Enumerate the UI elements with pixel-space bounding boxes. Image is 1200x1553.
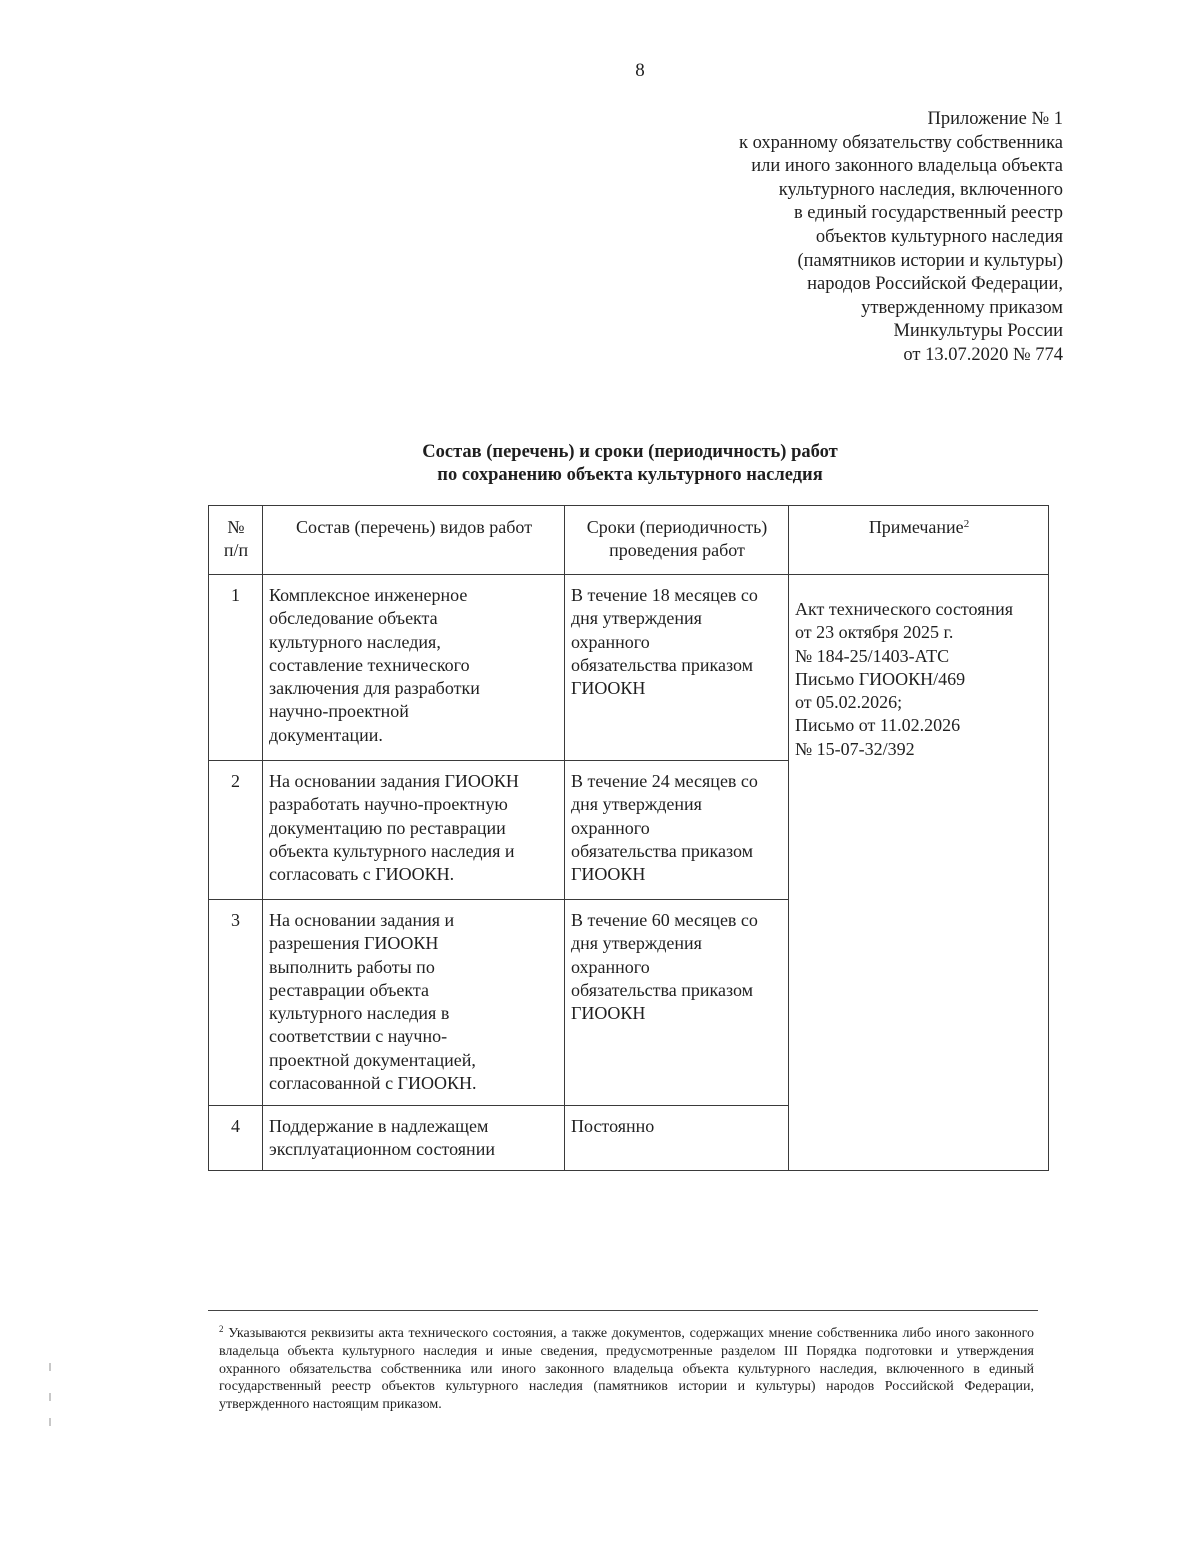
appendix-line: Минкультуры России	[893, 321, 1063, 342]
row-number: 1	[209, 575, 263, 761]
appendix-line: культурного наследия, включенного	[778, 179, 1063, 200]
cell-line: ГИООКН	[571, 678, 646, 699]
cell-line: № 184-25/1403-АТС	[795, 645, 950, 666]
cell-line: В течение 18 месяцев со	[571, 585, 758, 605]
appendix-line: народов Российской Федерации,	[807, 274, 1063, 295]
cell-line: охранного	[571, 956, 650, 977]
cell-line: № 15-07-32/392	[795, 738, 915, 759]
cell-line: Комплексное инженерное	[269, 585, 468, 605]
appendix-line: или иного законного владельца объекта	[751, 156, 1063, 177]
cell-line: составление технического	[269, 654, 470, 675]
cell-line: ГИООКН	[571, 864, 646, 885]
cell-line: Постоянно	[571, 1116, 655, 1136]
document-title	[210, 441, 1050, 487]
appendix-line: Приложение № 1	[927, 109, 1063, 129]
header-terms	[565, 506, 789, 575]
cell-line: В течение 60 месяцев со	[571, 910, 758, 930]
header-note-label: Примечание	[868, 517, 964, 537]
cell-line: заключения для разработки	[269, 678, 480, 699]
appendix-line: от 13.07.2020 № 774	[903, 344, 1063, 365]
footnote-text: Указываются реквизиты акта технического состояния, а также документов, содержащих мнение собственника либо иного законного владельца объекта культурного наследия и иные сведения, предусмотренные разделом III Порядка подготовки и утверждения охранного обязательства собственника или иного законного владельца объекта культурного наследия, включенного в единый государственный реестр объектов культурного наследия (памятников истории и культуры) народов Российской Федерации, утвержденного настоящим приказом.	[219, 1326, 1035, 1413]
header-text: проведения работ	[609, 540, 745, 561]
header-text: Сроки (периодичность)	[586, 517, 768, 537]
footnote-marker: 2	[219, 1324, 224, 1334]
table-header-row	[209, 506, 1049, 575]
cell-line: Поддержание в надлежащем	[269, 1116, 489, 1136]
row-number: 4	[209, 1106, 263, 1171]
terms-cell	[565, 900, 789, 1106]
cell-line: объекта культурного наследия и	[269, 840, 515, 861]
cell-line: культурного наследия,	[269, 631, 441, 652]
row-number: 2	[209, 761, 263, 900]
note-cell	[789, 575, 1049, 1171]
header-text: №	[227, 517, 245, 537]
works-cell	[263, 1106, 565, 1171]
cell-line: культурного наследия в	[269, 1003, 450, 1024]
cell-line: Письмо от 11.02.2026	[795, 715, 961, 736]
cell-line: обязательства приказом	[571, 979, 754, 1000]
cell-line: документации.	[269, 724, 383, 745]
cell-line: от 23 октября 2025 г.	[795, 622, 954, 643]
cell-line: ГИООКН	[571, 1003, 646, 1024]
cell-line: разрешения ГИООКН	[269, 933, 439, 954]
works-cell	[263, 575, 565, 761]
cell-line: Акт технического состояния	[795, 599, 1014, 619]
terms-cell	[565, 761, 789, 900]
appendix-block	[643, 108, 1063, 368]
cell-line: На основании задания ГИООКН	[269, 771, 519, 791]
works-cell	[263, 761, 565, 900]
works-cell	[263, 900, 565, 1106]
cell-line: На основании задания и	[269, 910, 455, 930]
cell-line: документацию по реставрации	[269, 817, 506, 838]
header-num	[209, 506, 263, 575]
cell-line: охранного	[571, 817, 650, 838]
cell-line: обследование объекта	[269, 608, 438, 629]
header-text: п/п	[223, 540, 249, 561]
cell-line: дня утверждения	[571, 608, 702, 629]
appendix-line: утвержденному приказом	[861, 297, 1063, 318]
appendix-line: к охранному обязательству собственника	[738, 132, 1063, 153]
cell-line: от 05.02.2026;	[795, 692, 903, 713]
cell-line: дня утверждения	[571, 933, 702, 954]
cell-line: выполнить работы по	[269, 956, 435, 977]
cell-line: эксплуатационном состоянии	[269, 1139, 495, 1160]
cell-line: обязательства приказом	[571, 654, 754, 675]
header-note	[789, 506, 1049, 575]
cell-line: Письмо ГИООКН/469	[795, 668, 966, 689]
footnote-divider	[208, 1310, 1038, 1311]
header-works	[263, 506, 565, 575]
cell-line: согласовать с ГИООКН.	[269, 864, 455, 885]
works-table	[208, 505, 1049, 1171]
cell-line: научно-проектной	[269, 701, 409, 722]
terms-cell	[565, 575, 789, 761]
cell-line: разработать научно-проектную	[269, 794, 508, 815]
cell-line: соответствии с научно-	[269, 1026, 448, 1047]
page-number: 8	[635, 60, 645, 81]
title-line: по сохранению объекта культурного наследия	[437, 465, 823, 485]
footnote	[219, 1325, 1034, 1414]
appendix-line: в единый государственный реестр	[793, 203, 1063, 224]
terms-cell	[565, 1106, 789, 1171]
cell-line: В течение 24 месяцев со	[571, 771, 758, 791]
header-text: Состав (перечень) видов работ	[295, 517, 533, 537]
appendix-line: (памятников истории и культуры)	[797, 250, 1063, 271]
appendix-line: объектов культурного наследия	[815, 226, 1063, 247]
table-row	[209, 575, 1049, 761]
cell-line: согласованной с ГИООКН.	[269, 1073, 477, 1094]
footnote-ref: 2	[963, 518, 970, 530]
cell-line: охранного	[571, 631, 650, 652]
cell-line: обязательства приказом	[571, 840, 754, 861]
cell-line: реставрации объекта	[269, 979, 429, 1000]
cell-line: дня утверждения	[571, 794, 702, 815]
header-text	[795, 516, 1043, 539]
row-number: 3	[209, 900, 263, 1106]
cell-line: проектной документацией,	[269, 1049, 476, 1070]
title-line: Состав (перечень) и сроки (периодичность) работ	[422, 442, 838, 462]
